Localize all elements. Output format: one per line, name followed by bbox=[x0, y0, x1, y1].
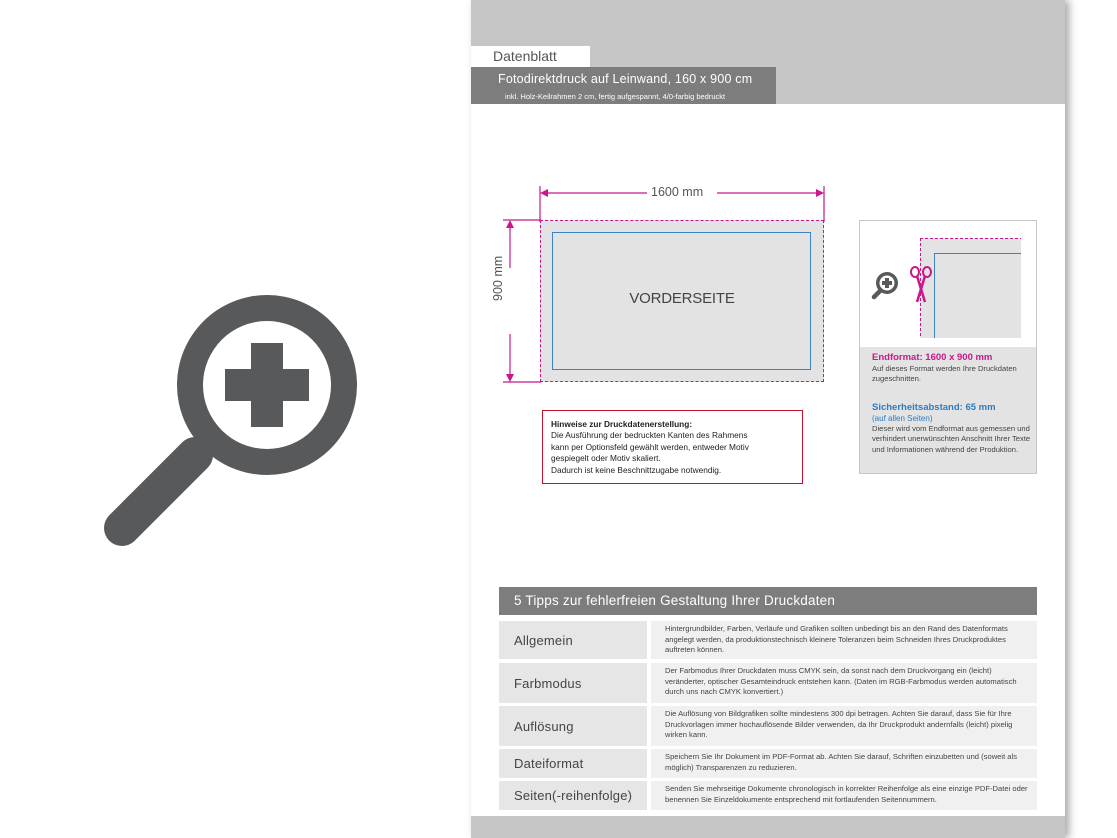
product-title: Fotodirektdruck auf Leinwand, 160 x 900 cm bbox=[498, 72, 753, 86]
detail-zoom-icon[interactable] bbox=[871, 270, 901, 302]
safety-margin-title: Sicherheitsabstand: 65 mm bbox=[872, 402, 996, 413]
tip-text: Speichern Sie Ihr Dokument im PDF-Format ab. Achten Sie darauf, Schriften einzubetten und (soweit als möglich) Transparenzen zu reduzieren. bbox=[651, 749, 1037, 778]
end-format-description: Auf dieses Format werden Ihre Druckdaten zugeschnitten. bbox=[872, 364, 1017, 384]
tip-row-dateiformat bbox=[499, 749, 1037, 778]
detail-legend-box bbox=[859, 220, 1037, 474]
tip-label: Farbmodus bbox=[499, 663, 647, 703]
tips-heading: 5 Tipps zur fehlerfreien Gestaltung Ihrer Druckdaten bbox=[499, 587, 1037, 615]
tip-row-allgemein bbox=[499, 621, 1037, 659]
tip-label: Allgemein bbox=[499, 621, 647, 659]
scissors-icon bbox=[909, 266, 933, 304]
safety-margin-subtitle: (auf allen Seiten) bbox=[872, 414, 933, 423]
datasheet-tab-label: Datenblatt bbox=[471, 46, 590, 67]
hint-line: kann per Optionsfeld gewählt werden, entweder Motiv bbox=[551, 441, 749, 452]
tip-label: Auflösung bbox=[499, 706, 647, 746]
width-dimension-label: 1600 mm bbox=[651, 185, 704, 199]
safety-margin-description: Dieser wird vom Endformat aus gemessen und verhindert unerwünschten Anschnitt Ihrer Texte und Informationen während der Produktion. bbox=[872, 424, 1031, 454]
hint-line: Dadurch ist keine Beschnittzugabe notwendig. bbox=[551, 464, 722, 475]
detail-zoom-view bbox=[860, 221, 1036, 347]
tip-text: Hintergrundbilder, Farben, Verläufe und Grafiken sollten unbedingt bis an den Rand des Datenformats angelegt werden, da produktionstechnisch kleinere Toleranzen beim Schneiden Ihres Druckproduktes auftreten können. bbox=[651, 621, 1037, 659]
front-side-label: VORDERSEITE bbox=[629, 290, 735, 307]
tip-text: Senden Sie mehrseitige Dokumente chronologisch in korrekter Reihenfolge als eine einzige PDF-Datei oder benennen Sie Einzeldokumente entsprechend mit fortlaufenden Seitennummern. bbox=[651, 781, 1037, 810]
zoom-in-icon[interactable] bbox=[100, 285, 360, 550]
height-dimension-label: 900 mm bbox=[491, 255, 505, 301]
hint-line: Die Ausführung der bedruckten Kanten des Rahmens bbox=[551, 430, 748, 441]
detail-legend-text bbox=[860, 347, 1036, 473]
tip-row-aufloesung bbox=[499, 706, 1037, 746]
tip-label: Seiten(-reihenfolge) bbox=[499, 781, 647, 810]
hint-line: gespiegelt oder Motiv skaliert. bbox=[551, 453, 661, 464]
datasheet-page bbox=[471, 0, 1065, 838]
tip-text: Der Farbmodus Ihrer Druckdaten muss CMYK sein, da sonst nach dem Druckvorgang ein (leicht) veränderter, optischer Gesamteindruck entstehen kann. (Daten im RGB-Farbmodus werden automatisch durch uns nach CMYK konvertiert.) bbox=[651, 663, 1037, 703]
tip-row-farbmodus bbox=[499, 663, 1037, 703]
tip-label: Dateiformat bbox=[499, 749, 647, 778]
tip-row-seiten bbox=[499, 781, 1037, 810]
product-subtitle: inkl. Holz-Keilrahmen 2 cm, fertig aufgespannt, 4/0-farbig bedruckt bbox=[505, 92, 726, 101]
page-footer-band bbox=[471, 816, 1065, 838]
end-format-title: Endformat: 1600 x 900 mm bbox=[872, 352, 993, 363]
hint-title: Hinweise zur Druckdatenerstellung: bbox=[551, 419, 693, 429]
tip-text: Die Auflösung von Bildgrafiken sollte mindestens 300 dpi betragen. Achten Sie darauf, dass Sie für Ihre Druckvorlagen immer hochauflösende Bilder verwenden, da Ihr Druckprodukt andernfalls (leicht) pixelig wirken kann. bbox=[651, 706, 1037, 746]
print-hint-box bbox=[542, 410, 803, 484]
